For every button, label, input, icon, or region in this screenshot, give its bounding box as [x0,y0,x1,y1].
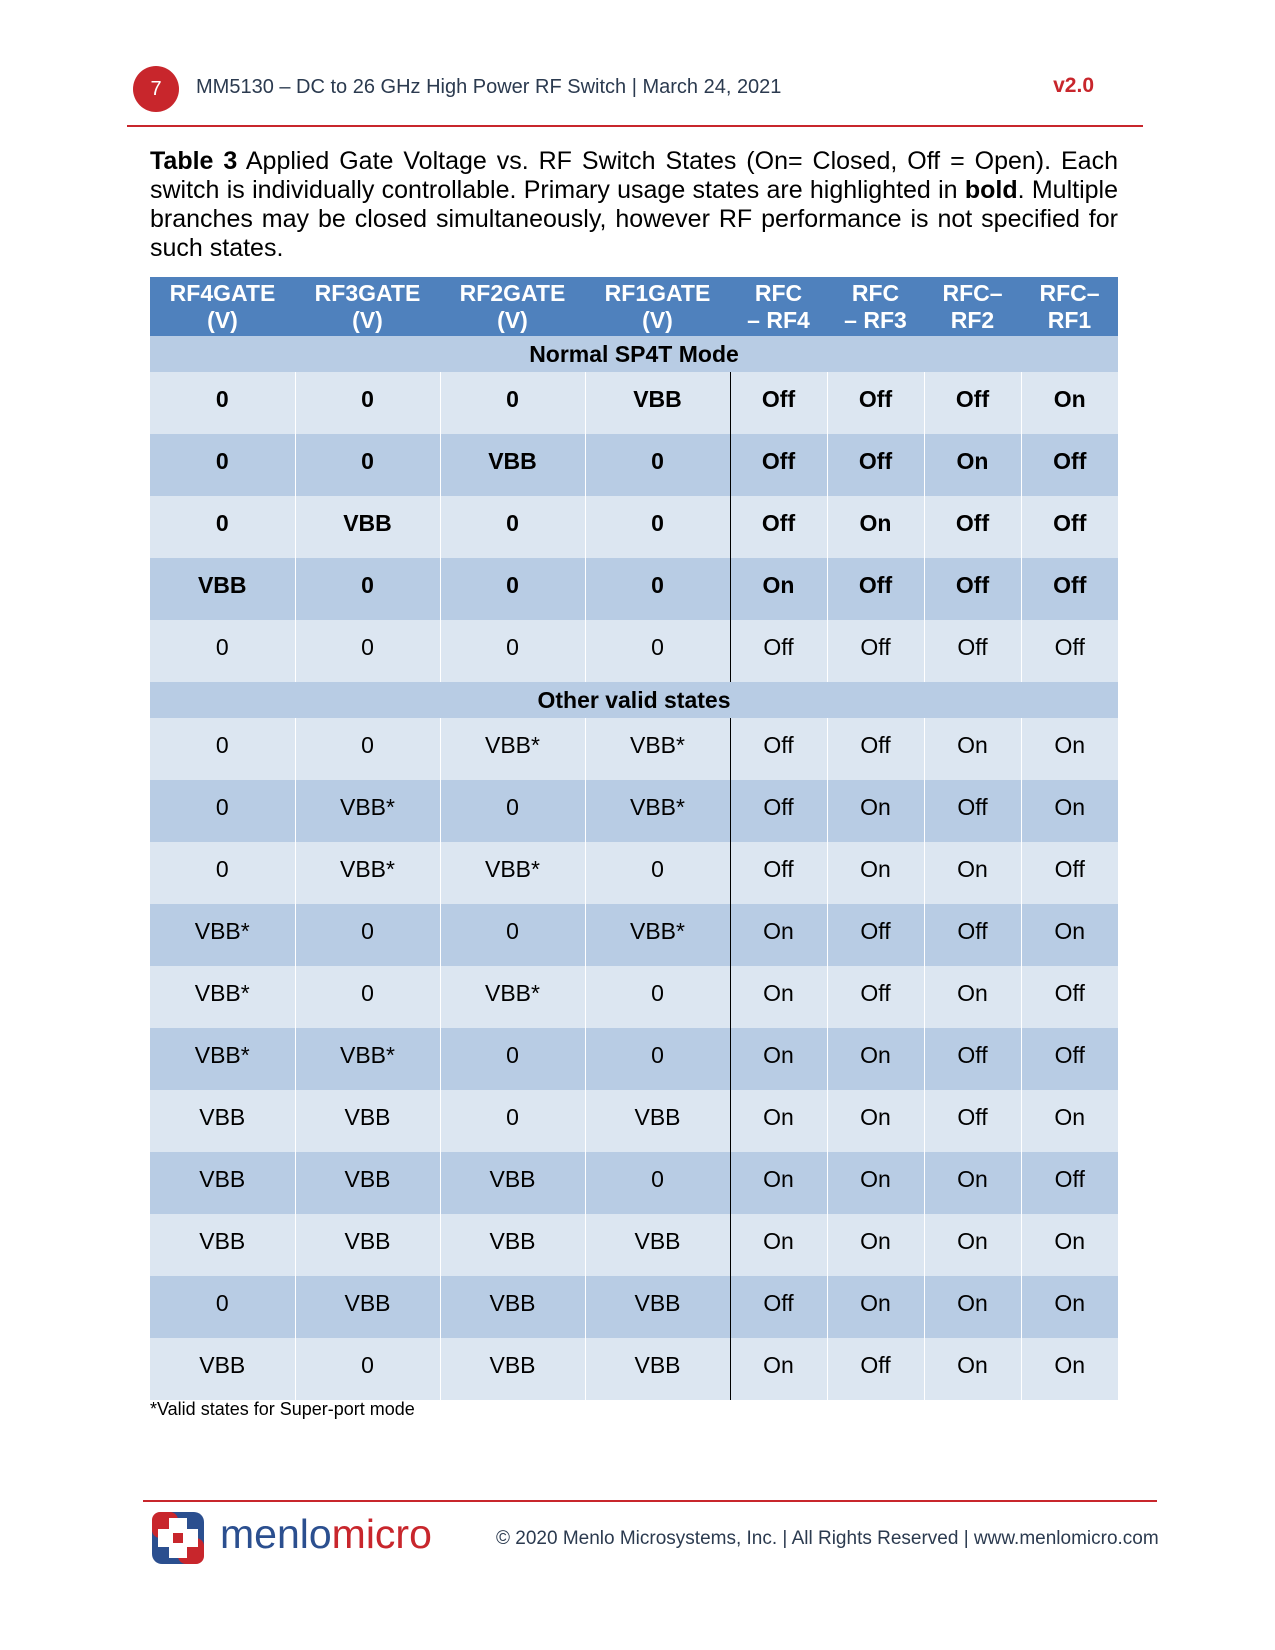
table-cell: 0 [295,718,440,780]
table-cell: On [1021,1276,1118,1338]
table-cell: On [827,1028,924,1090]
table-row [150,1028,1118,1090]
table-cell: Off [827,904,924,966]
column-header-line2: – RF3 [844,306,907,333]
table-cell: 0 [440,904,585,966]
section-label-other: Other valid states [150,682,1118,718]
table-cell: VBB [150,1090,295,1152]
table-cell: On [730,904,827,966]
table-cell: 0 [295,904,440,966]
table-cell: On [1021,372,1118,434]
table-cell: Off [1021,558,1118,620]
table-cell: On [827,1214,924,1276]
table-row [150,780,1118,842]
table-cell: 0 [440,558,585,620]
column-header-line1: RFC [851,279,900,306]
logo-wordmark [220,1511,432,1558]
table-cell: 0 [150,496,295,558]
table-cell: VBB [150,558,295,620]
table-cell: VBB [585,1338,730,1400]
table-cell: VBB* [150,904,295,966]
table-cell: Off [730,434,827,496]
table-cell: VBB [585,1090,730,1152]
column-header-line1: RFC– [1039,279,1100,306]
table-cell: VBB [295,1152,440,1214]
header-divider [127,125,1143,127]
column-header-line1: RF4GATE [169,279,276,306]
column-header-line1: RF2GATE [459,279,566,306]
table-cell: 0 [295,1338,440,1400]
table-cell: 0 [150,842,295,904]
table-cell: 0 [440,1090,585,1152]
table-cell: VBB [295,1214,440,1276]
column-header [1021,277,1118,336]
footer-divider [143,1500,1157,1502]
table-cell: 0 [585,558,730,620]
table-cell: VBB* [585,718,730,780]
column-header-line1: RF3GATE [314,279,421,306]
table-cell: On [730,966,827,1028]
table-cell: On [924,718,1021,780]
table-cell: VBB* [585,780,730,842]
table-cell: On [1021,780,1118,842]
table-row [150,1276,1118,1338]
table-cell: VBB* [150,966,295,1028]
column-header-line2: (V) [352,306,383,333]
table-cell: VBB [150,1152,295,1214]
table-cell: On [924,842,1021,904]
table-cell: VBB* [585,904,730,966]
caption-bold-word: bold [964,176,1018,204]
table-cell: Off [730,718,827,780]
table-cell: On [827,496,924,558]
table-cell: On [730,1338,827,1400]
column-header [585,277,730,336]
copyright-notice: © 2020 Menlo Microsystems, Inc. | All Rights Reserved | www.menlomicro.com [496,1528,1159,1549]
table-cell: Off [1021,434,1118,496]
table-cell: 0 [295,372,440,434]
logo-micro-text: micro [331,1511,432,1557]
table-row [150,1338,1118,1400]
table-cell: Off [827,558,924,620]
page-number-badge: 7 [133,66,179,112]
column-header-line1: RF1GATE [604,279,711,306]
table-cell: 0 [150,372,295,434]
table-cell: VBB* [440,718,585,780]
table-cell: VBB [585,372,730,434]
column-header-line2: RF1 [1047,306,1092,333]
table-cell: Off [827,966,924,1028]
table-cell: On [827,842,924,904]
table-cell: 0 [295,434,440,496]
table-cell: Off [730,842,827,904]
column-header-line1: RFC– [942,279,1003,306]
table-cell: VBB [440,1152,585,1214]
table-cell: VBB* [295,842,440,904]
table-cell: VBB [585,1276,730,1338]
table-cell: Off [924,372,1021,434]
table-cell: 0 [585,1028,730,1090]
table-caption [150,147,1118,263]
table-cell: 0 [150,718,295,780]
caption-text-2: . Multiple branches may be closed simultaneously, however RF performance is not specified for such states. [150,176,1118,262]
table-cell: On [730,558,827,620]
table-cell: On [1021,1338,1118,1400]
table-cell: On [924,1338,1021,1400]
table-cell: On [924,1214,1021,1276]
table-cell: 0 [440,1028,585,1090]
table-cell: VBB [440,1338,585,1400]
column-header-line2: (V) [207,306,238,333]
table-cell: On [827,780,924,842]
table-cell: On [1021,904,1118,966]
table-cell: 0 [295,966,440,1028]
column-header [295,277,440,336]
table-cell: 0 [585,842,730,904]
table-cell: Off [827,372,924,434]
logo-menlo-text: menlo [220,1511,332,1557]
table-cell: Off [924,1028,1021,1090]
table-cell: Off [924,558,1021,620]
table-cell: Off [730,496,827,558]
table-row [150,842,1118,904]
column-header-line2: – RF4 [747,306,810,333]
table-cell: VBB [150,1338,295,1400]
table-cell: On [924,434,1021,496]
table-cell: Off [1021,496,1118,558]
table-cell: On [1021,1090,1118,1152]
table-cell: Off [1021,620,1118,682]
table-cell: On [827,1090,924,1152]
table-cell: VBB* [295,1028,440,1090]
table-cell: Off [827,434,924,496]
table-cell: 0 [150,1276,295,1338]
table-cell: Off [1021,842,1118,904]
table-cell: 0 [440,496,585,558]
table-cell: VBB [150,1214,295,1276]
table-cell: VBB [440,1276,585,1338]
section-row-normal [150,336,1118,372]
table-row [150,558,1118,620]
document-title: MM5130 – DC to 26 GHz High Power RF Switch | March 24, 2021 [196,76,782,98]
table-row [150,434,1118,496]
table-row [150,904,1118,966]
table-cell: Off [1021,966,1118,1028]
table-cell: On [730,1214,827,1276]
column-header [924,277,1021,336]
table-cell: On [924,1152,1021,1214]
table-cell: Off [730,780,827,842]
table-cell: On [730,1090,827,1152]
column-header-line2: (V) [497,306,528,333]
table-cell: 0 [440,620,585,682]
table-cell: 0 [585,434,730,496]
menlomicro-logo-icon [148,1508,208,1568]
table-cell: VBB* [150,1028,295,1090]
table-cell: 0 [295,620,440,682]
table-cell: VBB [585,1214,730,1276]
table-row [150,718,1118,780]
table-cell: Off [1021,1152,1118,1214]
table-row [150,1214,1118,1276]
table-cell: Off [730,620,827,682]
table-cell: 0 [440,372,585,434]
column-header-line2: (V) [642,306,673,333]
table-cell: Off [924,904,1021,966]
column-header [440,277,585,336]
column-header [730,277,827,336]
table-cell: 0 [440,780,585,842]
table-cell: VBB [295,496,440,558]
column-header [150,277,295,336]
table-cell: On [827,1276,924,1338]
table-cell: Off [924,620,1021,682]
column-header [827,277,924,336]
table-cell: Off [924,1090,1021,1152]
table-row [150,372,1118,434]
table-cell: Off [730,1276,827,1338]
table-cell: On [827,1152,924,1214]
table-cell: 0 [150,780,295,842]
table-header-row [150,277,1118,336]
table-row [150,620,1118,682]
table-cell: VBB* [295,780,440,842]
table-row [150,1090,1118,1152]
table-cell: Off [924,780,1021,842]
table-cell: Off [827,620,924,682]
gate-voltage-table [150,277,1118,1400]
table-cell: On [1021,1214,1118,1276]
table-cell: Off [924,496,1021,558]
table-cell: On [730,1028,827,1090]
column-header-line2: RF2 [950,306,995,333]
table-cell: 0 [150,434,295,496]
caption-label: Table 3 [150,147,238,175]
table-cell: VBB* [440,842,585,904]
column-header-line1: RFC [754,279,803,306]
caption-text-1: Applied Gate Voltage vs. RF Switch States (On= Closed, Off = Open). Each switch is individually controllable. Primary usage states are highlighted in [150,147,1118,204]
table-cell: On [924,966,1021,1028]
table-cell: VBB* [440,966,585,1028]
table-cell: 0 [585,966,730,1028]
table-cell: 0 [585,620,730,682]
table-cell: On [924,1276,1021,1338]
table-row [150,496,1118,558]
version-label: v2.0 [1053,74,1094,97]
table-cell: VBB [295,1276,440,1338]
section-label-normal: Normal SP4T Mode [150,336,1118,372]
menlomicro-logo [148,1508,468,1568]
table-cell: VBB [440,1214,585,1276]
table-footnote: *Valid states for Super-port mode [150,1399,415,1419]
table-cell: Off [730,372,827,434]
table-cell: On [1021,718,1118,780]
table-cell: 0 [585,1152,730,1214]
table-row [150,1152,1118,1214]
table-cell: Off [827,1338,924,1400]
table-row [150,966,1118,1028]
table-cell: Off [827,718,924,780]
table-cell: VBB [440,434,585,496]
page-header [130,66,1140,122]
table-cell: 0 [585,496,730,558]
section-row-other [150,682,1118,718]
table-cell: VBB [295,1090,440,1152]
table-cell: Off [1021,1028,1118,1090]
table-cell: 0 [150,620,295,682]
table-cell: 0 [295,558,440,620]
table-cell: On [730,1152,827,1214]
